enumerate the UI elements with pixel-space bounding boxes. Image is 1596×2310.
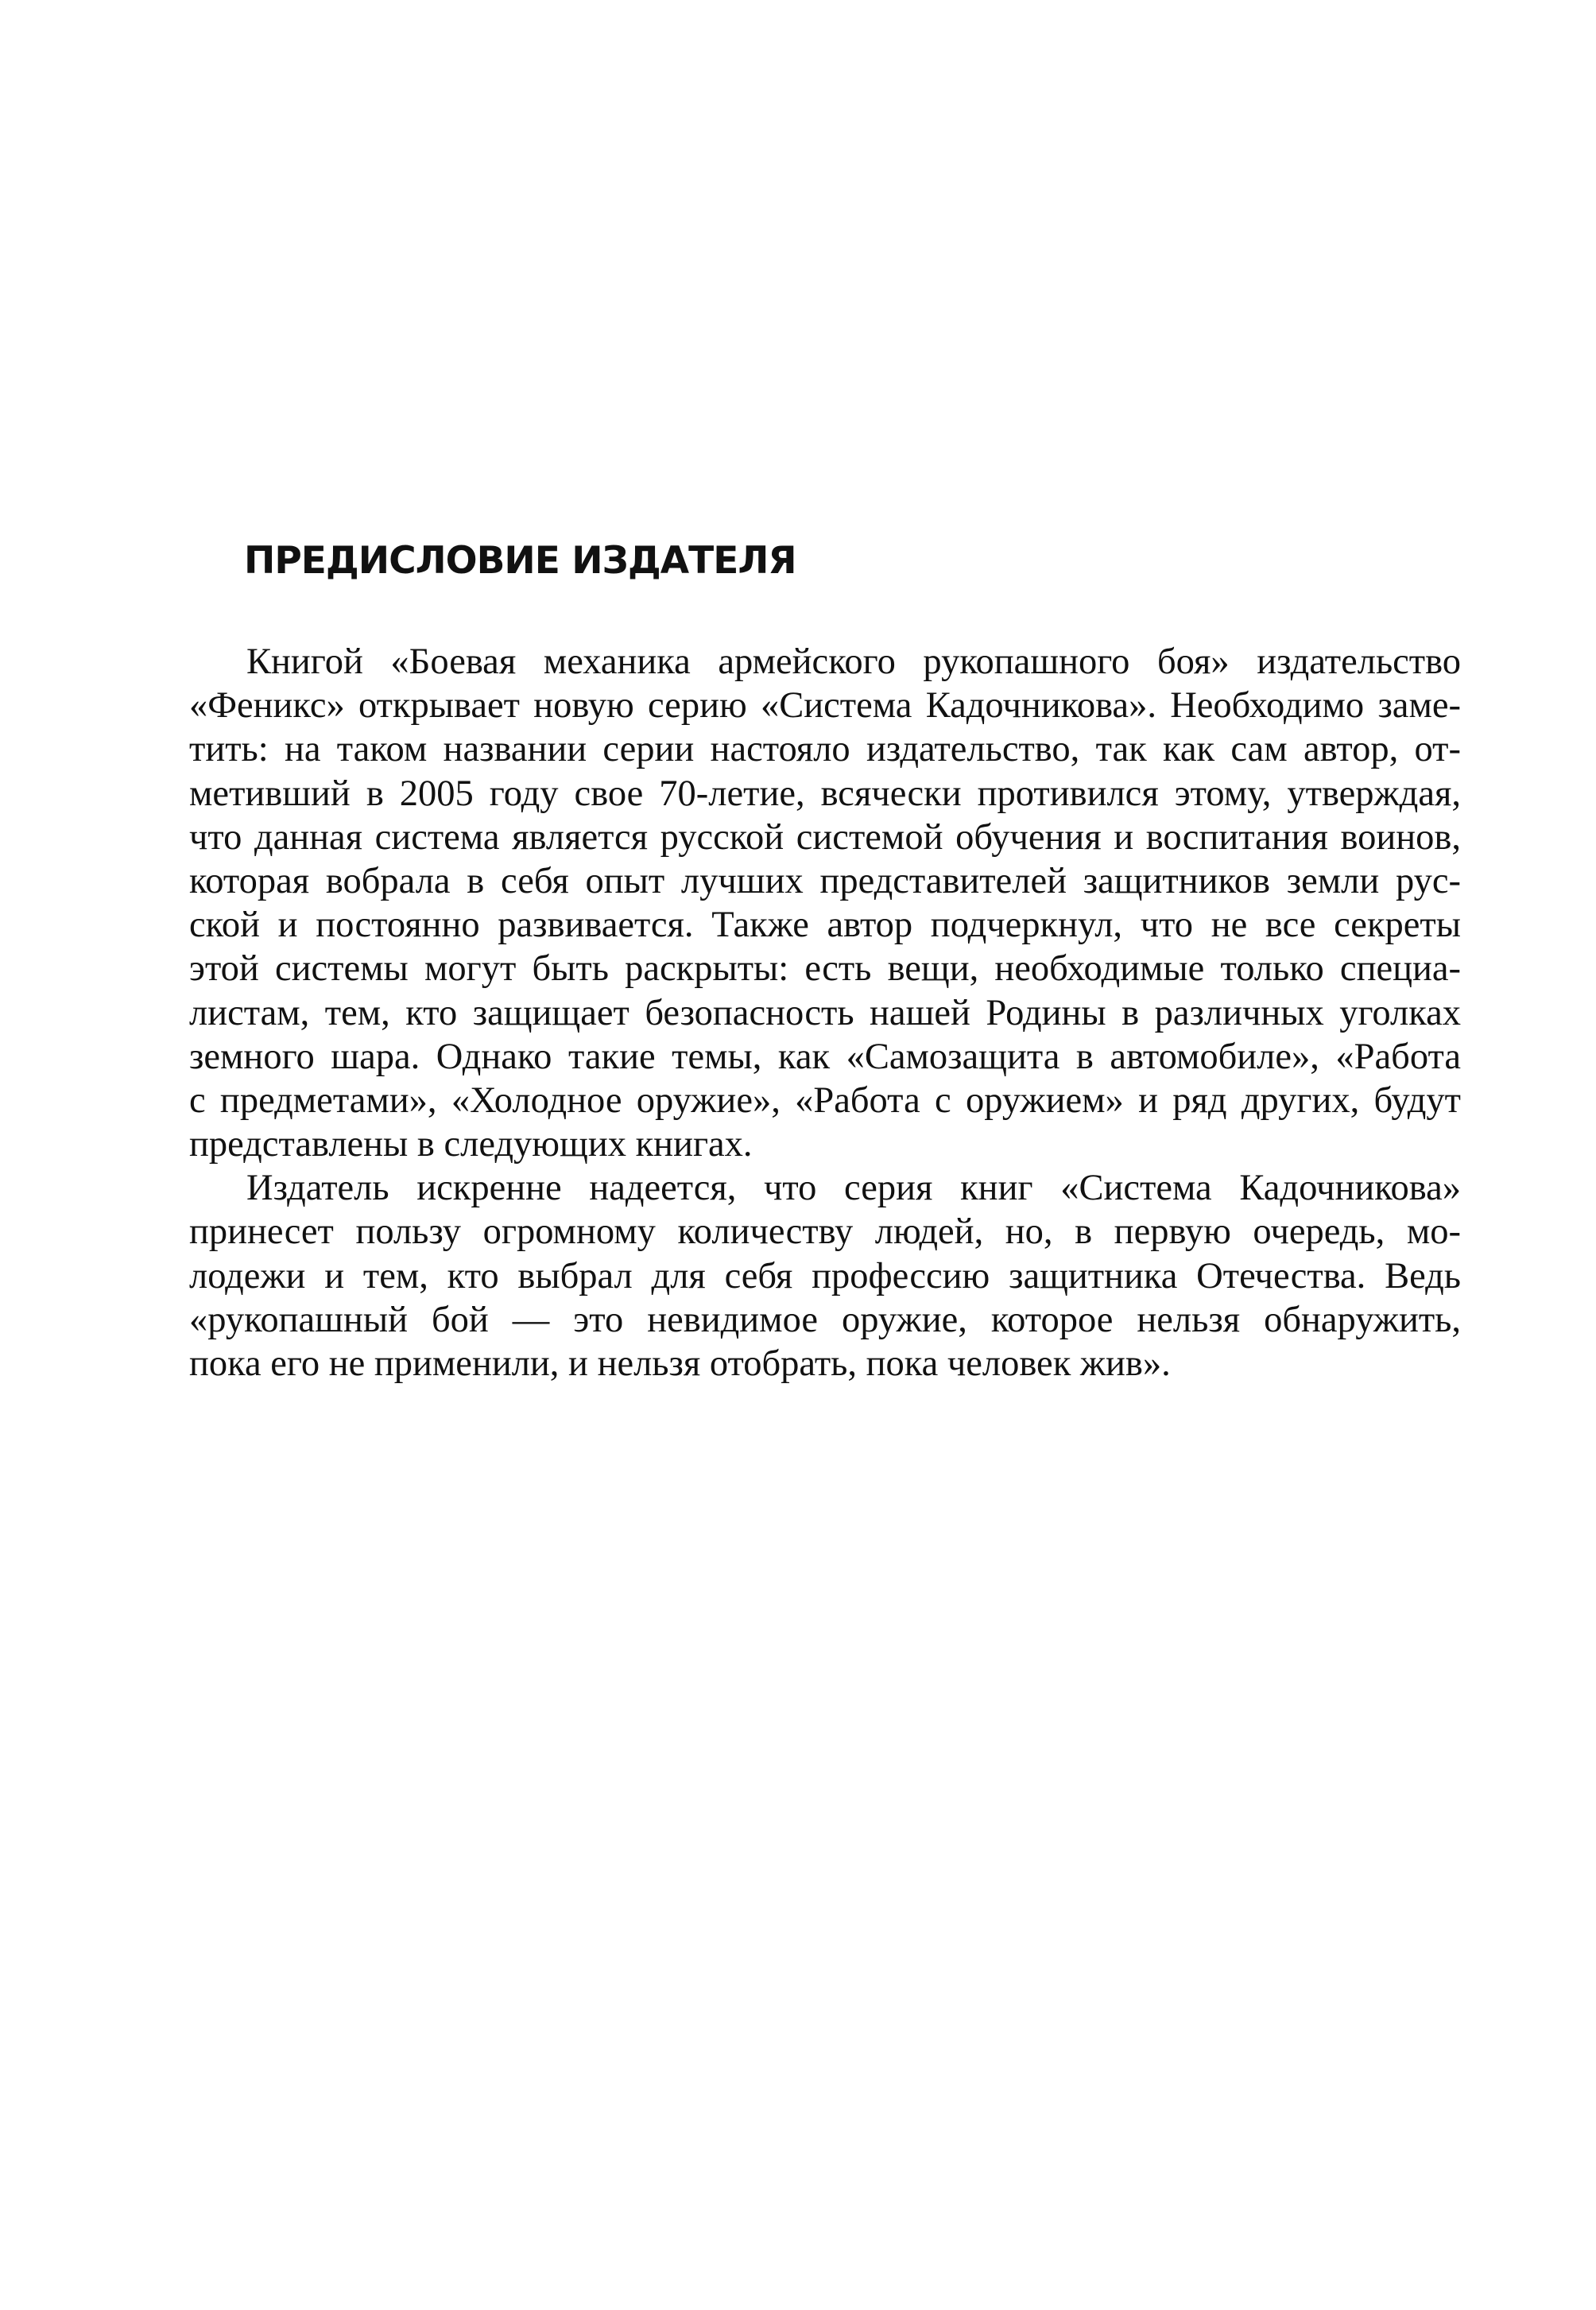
paragraph-line: ской и постоянно развивается. Также автор подчеркнул, что не все секреты xyxy=(189,905,1461,946)
paragraph-2 xyxy=(189,1166,1461,1386)
body-text xyxy=(189,640,1461,1386)
paragraph-line: «рукопашный бой — это невидимое оружие, которое нельзя обнаружить, xyxy=(189,1299,1461,1340)
paragraph-line: тить: на таком названии серии настояло издательство, так как сам автор, от- xyxy=(189,729,1461,770)
paragraph-1 xyxy=(189,640,1461,1166)
paragraph-line: лодежи и тем, кто выбрал для себя профессию защитника Отечества. Ведь xyxy=(189,1255,1461,1296)
paragraph-line: листам, тем, кто защищает безопасность нашей Родины в различных уголках xyxy=(189,992,1461,1033)
paragraph-line: Книгой «Боевая механика армейского рукопашного боя» издательство xyxy=(246,641,1461,682)
paragraph-line: которая вобрала в себя опыт лучших представителей защитников земли рус- xyxy=(189,860,1461,901)
paragraph-line: Издатель искренне надеется, что серия книг «Система Кадочникова» xyxy=(246,1168,1461,1209)
paragraph-line: принесет пользу огромному количеству людей, но, в первую очередь, мо- xyxy=(189,1211,1461,1253)
paragraph-line: этой системы могут быть раскрыты: есть вещи, необходимые только специа- xyxy=(189,948,1461,990)
paragraph-line: представлены в следующих книгах. xyxy=(189,1124,753,1165)
paragraph-line: пока его не применили, и нельзя отобрать, пока человек жив». xyxy=(189,1343,1171,1384)
page-title: ПРЕДИСЛОВИЕ ИЗДАТЕЛЯ xyxy=(244,539,796,583)
paragraph-line: с предметами», «Холодное оружие», «Работа с оружием» и ряд других, будут xyxy=(189,1079,1461,1121)
paragraph-line: метивший в 2005 году свое 70-летие, всячески противился этому, утверждая, xyxy=(189,773,1461,814)
paragraph-line: земного шара. Однако такие темы, как «Самозащита в автомобиле», «Работа xyxy=(189,1036,1461,1077)
paragraph-line: «Феникс» открывает новую серию «Система Кадочникова». Необходимо заме- xyxy=(189,685,1461,727)
paragraph-line: что данная система является русской системой обучения и воспитания воинов, xyxy=(189,816,1461,858)
